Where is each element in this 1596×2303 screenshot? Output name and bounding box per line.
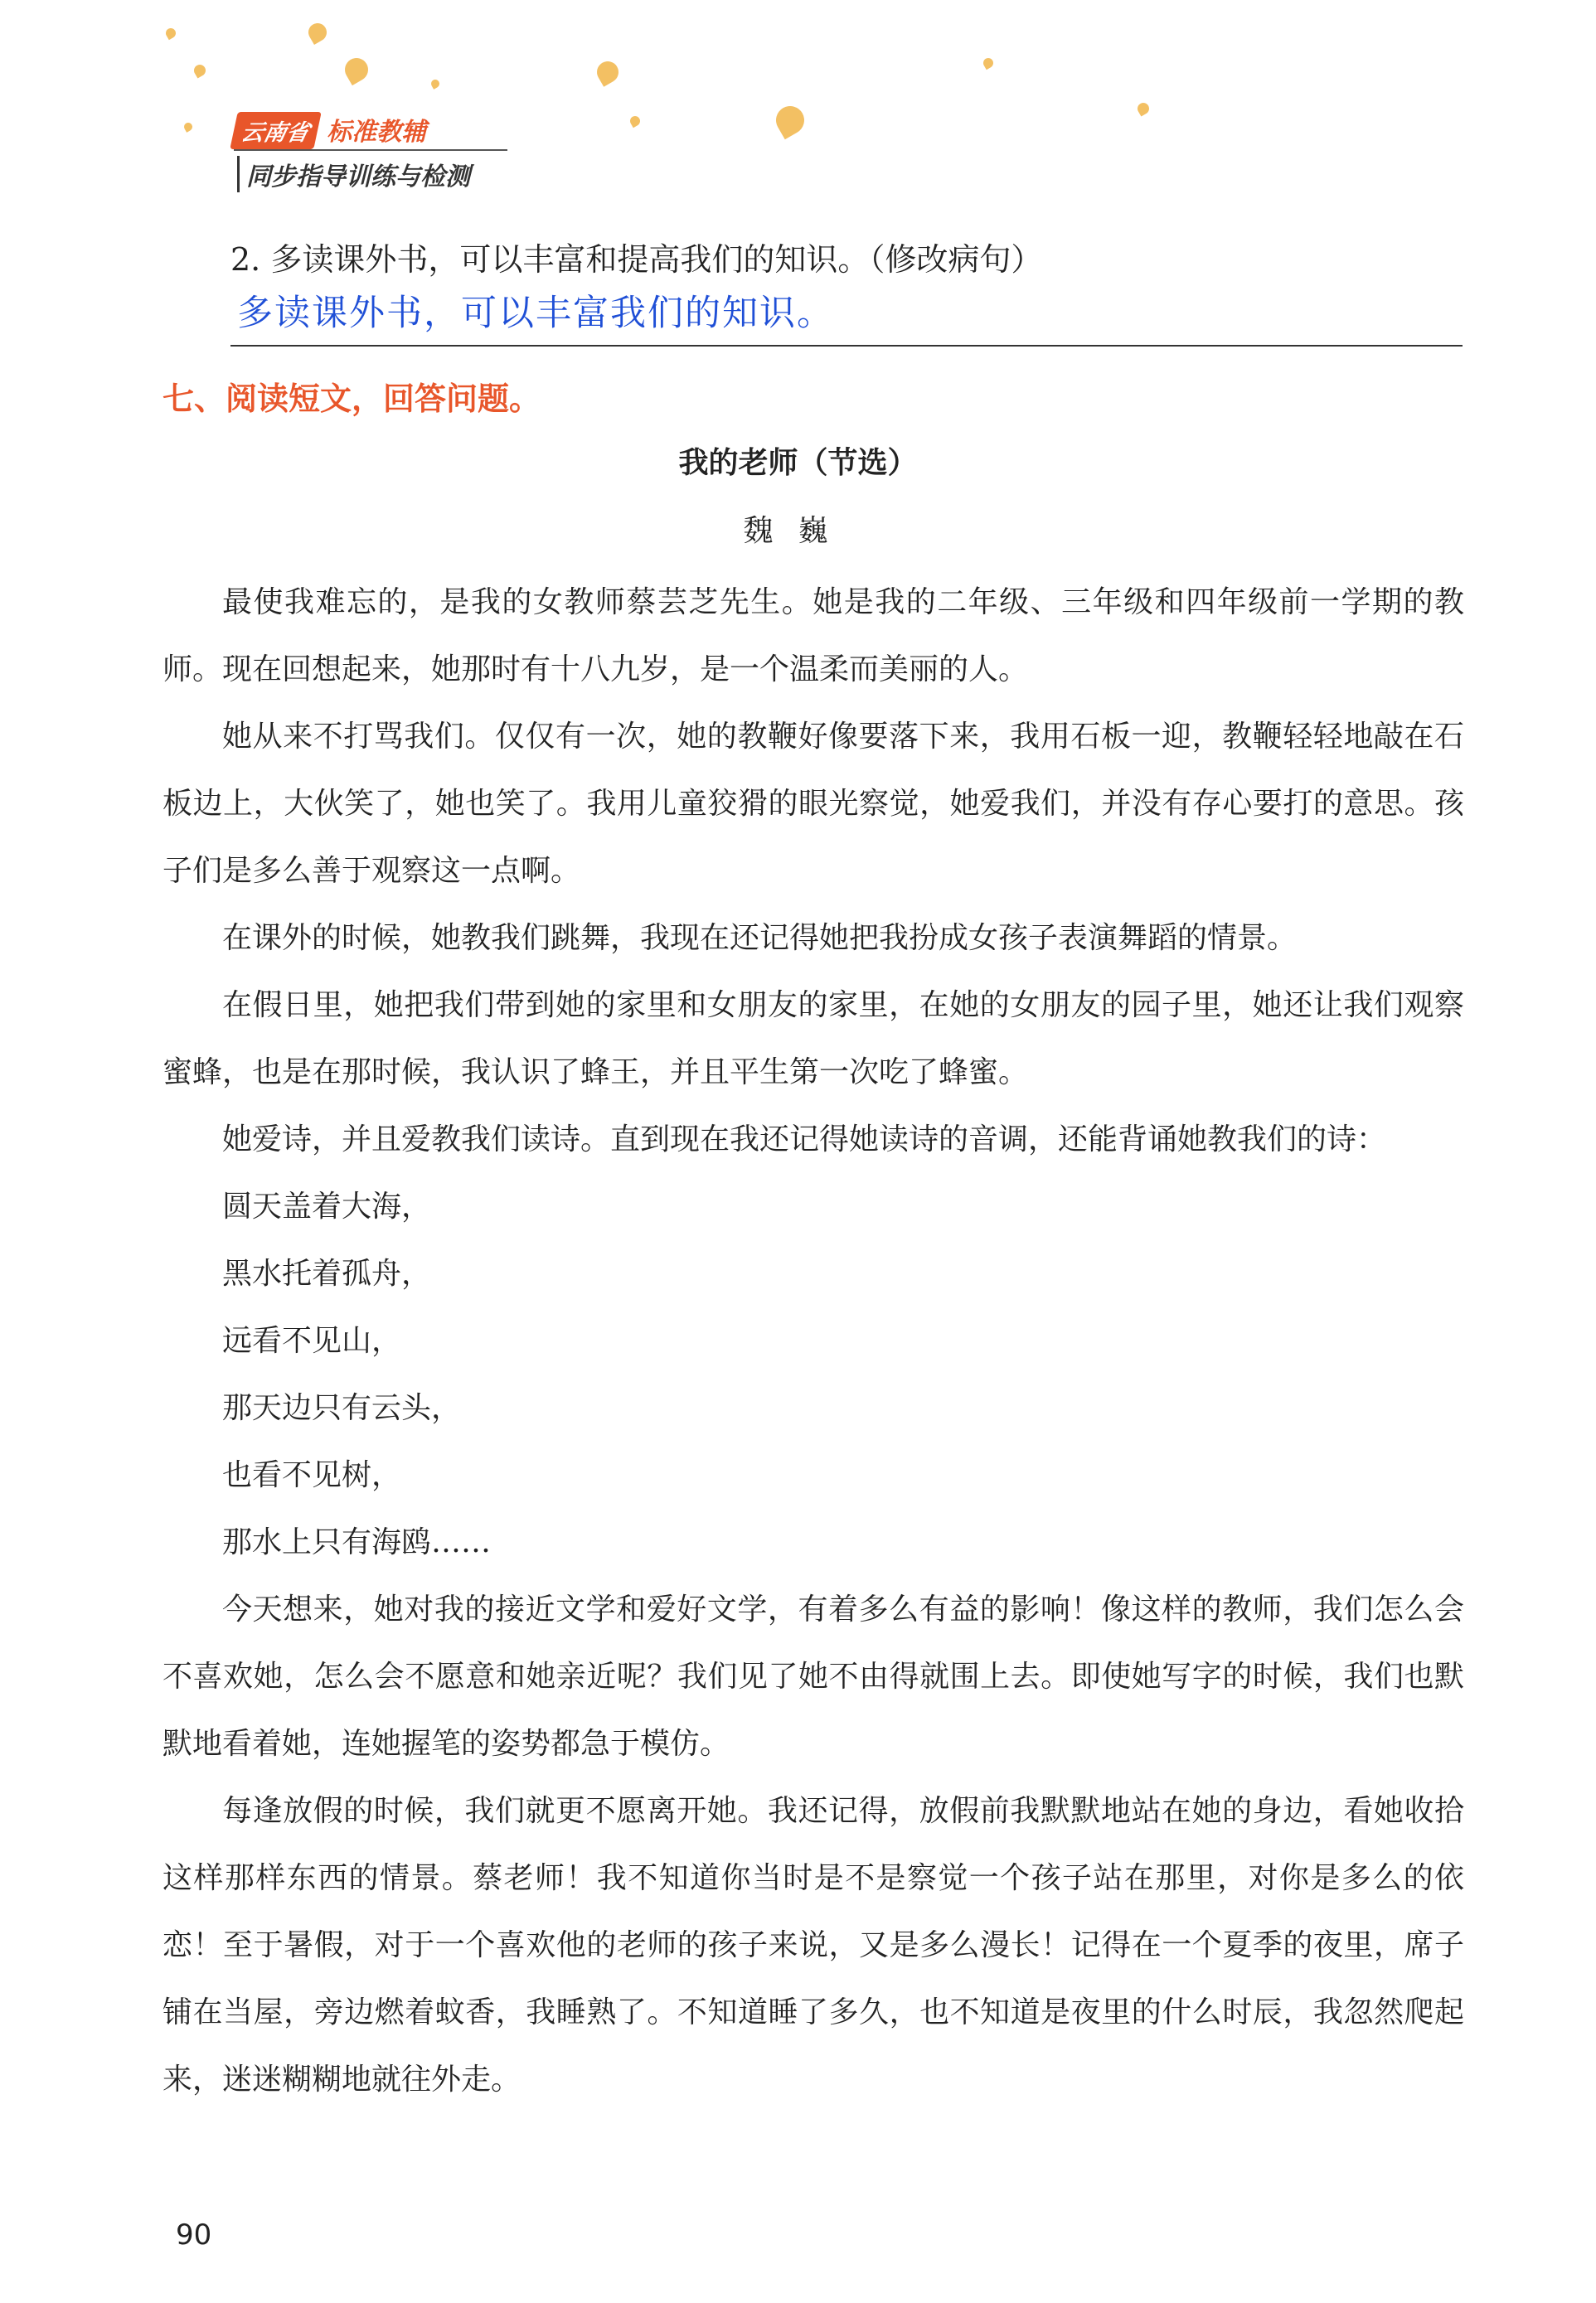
question-2: 2. 多读课外书，可以丰富和提高我们的知识。（修改病句） [230, 241, 1043, 278]
leaf-icon [305, 20, 330, 45]
header-divider [234, 149, 507, 151]
leaf-icon [1135, 100, 1151, 116]
page-number: 90 [176, 2218, 212, 2252]
poem-line: 圆天盖着大海， [222, 1190, 432, 1224]
leaf-icon [593, 57, 623, 87]
paragraph: 每逢放假的时候，我们就更不愿离开她。我还记得，放假前我默默地站在她的身边，看她收拾这样那样东西的情景。蔡老师！我不知道你当时是不是察觉一个孩子站在那里，对你是多么的依恋！至于暑假，对于一个喜欢他的老师的孩子来说，又是多么漫长！记得在一个夏季的夜里，席子铺在当屋，旁边燃着蚊香，我睡熟了。不知道睡了多久，也不知道是夜里的什么时辰，我忽然爬起来，迷迷糊糊地就往外走。 [163, 1794, 1464, 2097]
poem-line: 那水上只有海鸥…… [222, 1525, 492, 1559]
handwritten-answer: 多读课外书，可以丰富我们的知识。 [237, 293, 834, 334]
leaf-icon [164, 27, 177, 40]
article-author: 魏巍 [743, 514, 853, 548]
section-heading: 七、阅读短文，回答问题。 [163, 381, 541, 417]
paragraph: 在课外的时候，她教我们跳舞，我现在还记得她把我扮成女孩子表演舞蹈的情景。 [222, 921, 1298, 955]
poem-line: 黑水托着孤舟， [222, 1257, 432, 1291]
poem-line: 那天边只有云头， [222, 1391, 462, 1425]
article-title: 我的老师（节选） [678, 446, 918, 480]
paragraph: 她爱诗，并且爱教我们读诗。直到现在我还记得她读诗的音调，还能背诵她教我们的诗： [222, 1122, 1387, 1156]
leaf-icon [771, 101, 809, 139]
paragraph: 今天想来，她对我的接近文学和爱好文学，有着多么有益的影响！像这样的教师，我们怎么会不喜欢她，怎么会不愿意和她亲近呢？我们见了她不由得就围上去。即使她写字的时候，我们也默默地看着她，连她握笔的姿势都急于模仿。 [163, 1593, 1464, 1761]
paragraph: 她从来不打骂我们。仅仅有一次，她的教鞭好像要落下来，我用石板一迎，教鞭轻轻地敲在石板边上，大伙笑了，她也笑了。我用儿童狡猾的眼光察觉，她爱我们，并没有存心要打的意思。孩子们是多么善于观察这一点啊。 [163, 720, 1464, 888]
leaf-icon [182, 121, 194, 133]
answer-underline [230, 345, 1463, 347]
paragraph: 在假日里，她把我们带到她的家里和女朋友的家里，在她的女朋友的园子里，她还让我们观察蜜蜂，也是在那时候，我认识了蜂王，并且平生第一次吃了蜂蜜。 [163, 988, 1464, 1089]
poem-line: 远看不见山， [222, 1324, 402, 1358]
leaf-icon [628, 114, 642, 128]
brand-title: 标准教辅 [327, 118, 427, 147]
article-body [163, 569, 1464, 2113]
leaf-icon [429, 78, 441, 90]
paragraph: 最使我难忘的，是我的女教师蔡芸芝先生。她是我的二年级、三年级和四年级前一学期的教师。现在回想起来，她那时有十八九岁，是一个温柔而美丽的人。 [163, 585, 1464, 686]
poem-line: 也看不见树， [222, 1458, 402, 1492]
leaf-icon [982, 56, 995, 70]
series-title: 同步指导训练与检测 [237, 156, 470, 192]
leaf-icon [192, 62, 207, 78]
brand-badge: 云南省 [230, 112, 322, 149]
book-header [234, 111, 470, 192]
leaf-icon [341, 54, 372, 85]
